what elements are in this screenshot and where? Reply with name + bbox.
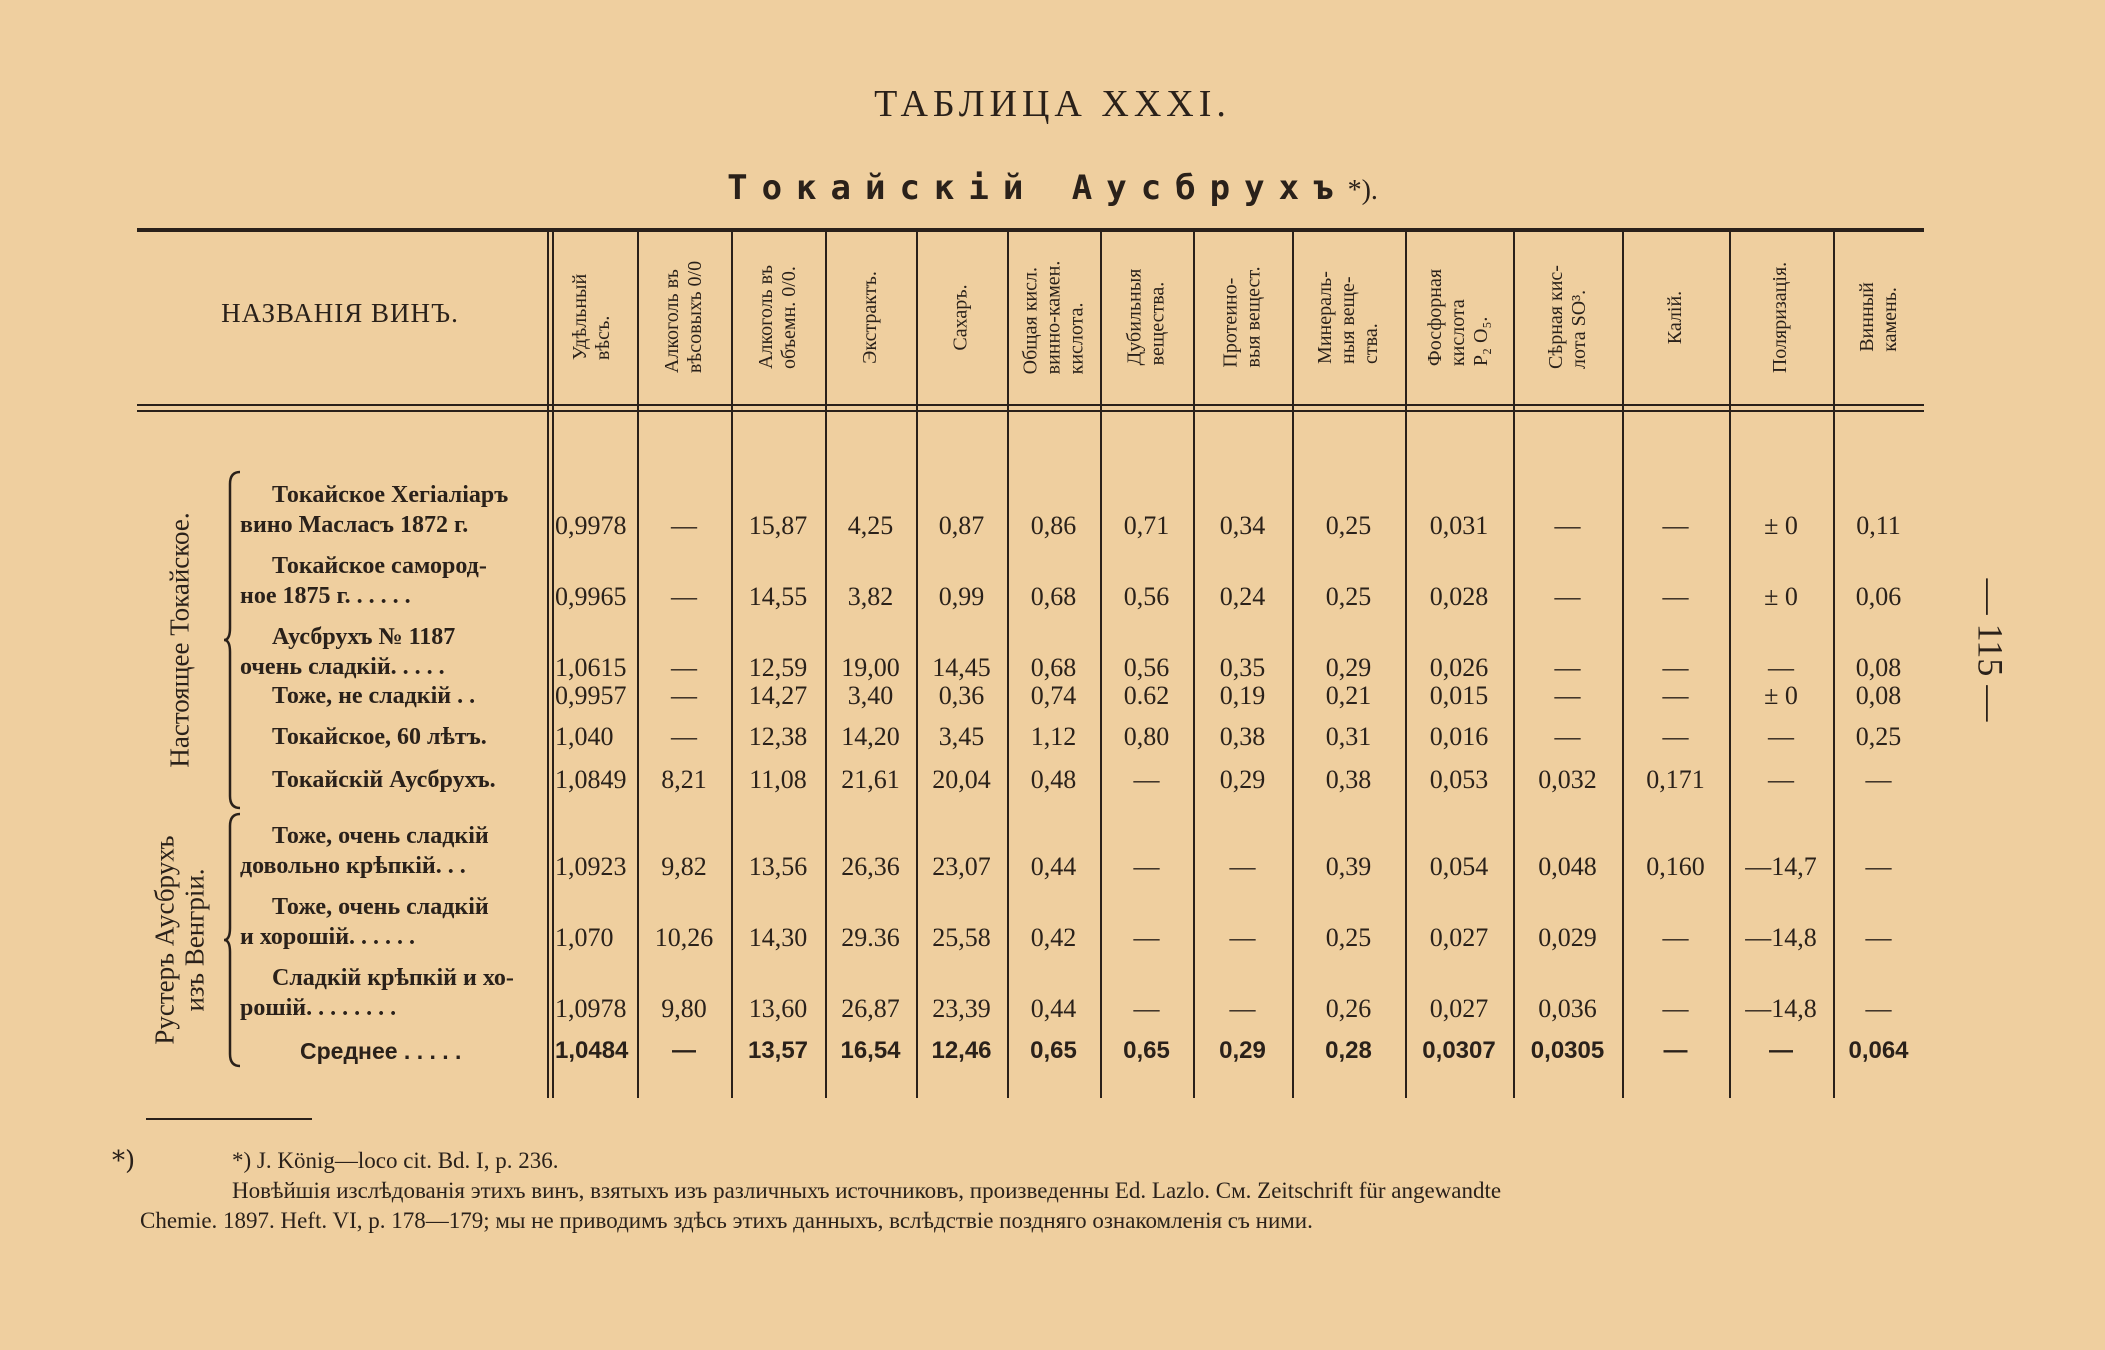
table-cell: — (1133, 765, 1160, 794)
column-header-label: Поляризацiя. (1769, 261, 1792, 373)
wine-name-line: довольно крѣпкiй. . . (240, 853, 466, 879)
table-cell: 0,74 (1030, 681, 1077, 710)
table-cell: 1,12 (1030, 722, 1077, 751)
table-cell: 8,21 (661, 765, 707, 794)
table-cell: 0,053 (1429, 765, 1489, 794)
table-cell: 1,0923 (555, 852, 627, 881)
table-cell: 0,86 (1030, 511, 1077, 540)
average-cell: — (672, 1037, 696, 1064)
wine-name-1 (240, 480, 540, 540)
table-cell: 1,070 (555, 923, 614, 952)
wine-name-9 (240, 963, 540, 1023)
table-cell: 0,71 (1123, 511, 1170, 540)
header-bottom-rule-2 (137, 410, 1924, 412)
table-cell: — (1768, 653, 1794, 682)
table-cell: 0,44 (1030, 994, 1077, 1023)
table-cell: 1,040 (555, 722, 614, 751)
column-header-label: Экстрактъ. (859, 270, 882, 364)
table-cell: — (1554, 722, 1581, 751)
column-header-kali (1622, 234, 1729, 400)
wine-name-line: Токайское Хегiалiаръ (272, 482, 509, 508)
table-cell: 29.36 (841, 923, 900, 952)
wine-name-line: Аусбрухъ № 1187 (272, 624, 456, 650)
average-cell: 0,29 (1219, 1037, 1266, 1064)
column-header-label: Протеино- выя вещест. (1219, 266, 1265, 368)
footnote-mark: *) (112, 1146, 136, 1176)
table-cell: 0,054 (1429, 852, 1489, 881)
table-cell: — (1662, 923, 1689, 952)
table-cell: 0,36 (938, 681, 985, 710)
table-cell: 0,25 (1855, 722, 1902, 751)
table-cell: 20,04 (932, 765, 991, 794)
wine-name-line: и хорошiй. . . . . . (240, 924, 416, 950)
table-cell: 0,68 (1030, 582, 1077, 611)
column-header-phosph (1405, 234, 1513, 400)
table-cell: 4,25 (847, 511, 894, 540)
table-cell: 3,45 (938, 722, 985, 751)
table-cell: — (1768, 722, 1794, 751)
table-cell: 0,08 (1855, 681, 1902, 710)
wine-name-line: Токайское, 60 лѣтъ. (272, 724, 487, 750)
table-cell: 0.62 (1123, 681, 1170, 710)
table-cell: 19,00 (841, 653, 900, 682)
table-cell: 14,55 (748, 582, 808, 611)
table-cell: — (1554, 681, 1581, 710)
footnote-rule (146, 1118, 312, 1120)
group-label-text: Настоящее Токайское. (165, 512, 196, 768)
footnote-line-2: Новѣйшiя изслѣдованiя этихъ винъ, взятыхъ изъ различныхъ источниковъ, произведенны Ed. Lazlo. См. Zeitschrift für angewandte (232, 1178, 1502, 1203)
table-cell: 21,61 (841, 765, 900, 794)
table-cell: 0,25 (1325, 582, 1372, 611)
footnote-line-3: Chemie. 1897. Heft. VI, p. 178—179; мы не приводимъ здѣсь этихъ данныхъ, вслѣдствiе поздняго ознакомленiя съ ними. (140, 1208, 1313, 1233)
average-cell: 12,46 (931, 1037, 992, 1064)
table-cell: 26,87 (841, 994, 900, 1023)
table-cell: 0,29 (1219, 765, 1266, 794)
table-cell: 0,031 (1429, 511, 1489, 540)
table-cell: 0,34 (1219, 511, 1266, 540)
table-cell: 0,26 (1325, 994, 1372, 1023)
table-cell: —14,8 (1745, 994, 1817, 1023)
table-cell: 0,032 (1538, 765, 1597, 794)
table-cell: 9,80 (661, 994, 707, 1023)
wine-name-line: Токайскiй Аусбрухъ. (272, 767, 496, 793)
column-header-sugar (916, 234, 1007, 400)
column-header-label: Минераль- ныя веще- ства. (1313, 270, 1382, 364)
table-cell: — (671, 653, 697, 682)
table-cell: 0,80 (1123, 722, 1170, 751)
table-cell: 0,9978 (555, 511, 627, 540)
table-cell: — (1554, 582, 1581, 611)
table-cell: 12,38 (748, 722, 808, 751)
column-header-extract (825, 234, 916, 400)
table-cell: 0,160 (1646, 852, 1705, 881)
column-header-label: Винный камень. (1855, 282, 1901, 352)
table-cell: 0,016 (1429, 722, 1489, 751)
table-cell: 0,56 (1123, 653, 1170, 682)
table-cell: — (671, 681, 697, 710)
table-cell: 26,36 (841, 852, 900, 881)
table-cell: 3,82 (847, 582, 894, 611)
column-header-alc_v (731, 234, 825, 400)
table-cell: — (1554, 511, 1581, 540)
table-title: ТАБЛИЦА XXXI. (874, 83, 1231, 125)
table-cell: ± 0 (1764, 681, 1798, 710)
table-cell: — (1662, 722, 1689, 751)
table-cell: — (1554, 653, 1581, 682)
average-cell: 0,0307 (1422, 1037, 1496, 1064)
footnote (140, 1146, 1930, 1236)
wine-name-line: рошiй. . . . . . . . (240, 995, 397, 1021)
column-header-label: Фосфорная кислота P₂ O₅. (1424, 268, 1493, 366)
average-cell: — (1663, 1037, 1688, 1064)
table-cell: —14,8 (1745, 923, 1817, 952)
table-cell: — (1662, 994, 1689, 1023)
column-header-polar (1729, 234, 1833, 400)
table-cell: — (1865, 765, 1892, 794)
table-cell: 12,59 (748, 653, 808, 682)
average-cell: 0,28 (1325, 1037, 1372, 1064)
table-cell: 0,56 (1123, 582, 1170, 611)
table-cell: — (1662, 582, 1689, 611)
table-cell: — (1865, 923, 1892, 952)
table-cell: 0,048 (1538, 852, 1597, 881)
table-cell: 14,45 (932, 653, 991, 682)
footnote-line-1: *) J. König—loco cit. Bd. I, p. 236. (232, 1148, 559, 1173)
table-cell: 0,08 (1855, 653, 1902, 682)
table-cell: — (671, 511, 697, 540)
table-subtitle (0, 168, 2105, 208)
table-cell: 0,21 (1325, 681, 1372, 710)
table-cell: 0,029 (1538, 923, 1597, 952)
table-cell: 0,29 (1325, 653, 1372, 682)
column-header-acid (1007, 234, 1100, 400)
average-cell: 16,54 (840, 1037, 901, 1064)
average-cell: 1,0484 (555, 1037, 629, 1064)
table-cell: — (1133, 852, 1160, 881)
table-cell: 0,24 (1219, 582, 1266, 611)
table-cell: — (1865, 994, 1892, 1023)
column-header-tartar (1833, 234, 1924, 400)
table-cell: — (1865, 852, 1892, 881)
column-header-sulf (1513, 234, 1622, 400)
average-cell: 0,0305 (1530, 1037, 1605, 1064)
table-cell: 0,171 (1646, 765, 1705, 794)
group-label-text: Рустеръ Аусбрухъ изъ Венгрiи. (150, 835, 210, 1045)
table-cell: 0,68 (1030, 653, 1077, 682)
table-cell: 0,25 (1325, 923, 1372, 952)
table-cell: 0,42 (1030, 923, 1077, 952)
wine-name-line: ное 1875 г. . . . . . (240, 583, 411, 609)
table-cell: 9,82 (661, 852, 707, 881)
subtitle-footnote-mark: *). (1347, 175, 1378, 206)
table-cell: — (1662, 511, 1689, 540)
average-cell: — (1769, 1037, 1793, 1064)
wine-name-line: Сладкiй крѣпкiй и хо- (272, 965, 514, 991)
table-cell: 0,35 (1219, 653, 1266, 682)
table-cell: 1,0978 (555, 994, 627, 1023)
wine-name-6 (272, 765, 572, 795)
column-header-label: Сѣрная кис- лота SO³. (1544, 265, 1590, 369)
table-cell: 0,25 (1325, 511, 1372, 540)
table-cell: 13,60 (748, 994, 808, 1023)
table-cell: 10,26 (654, 923, 714, 952)
column-header-label: Удѣльный вѣсъ. (569, 273, 614, 361)
wine-name-line: Среднее . . . . . (300, 1038, 462, 1064)
table-cell: 0,026 (1429, 653, 1489, 682)
wine-name-5 (272, 722, 572, 752)
table-cell: 0,19 (1219, 681, 1266, 710)
table-cell: 14,27 (748, 681, 808, 710)
header-bottom-rule (137, 404, 1924, 406)
table-cell: — (1133, 994, 1160, 1023)
table-cell: 0,31 (1325, 722, 1372, 751)
table-cell: 14,20 (841, 722, 900, 751)
table-cell: — (1229, 852, 1256, 881)
table-cell: —14,7 (1745, 852, 1817, 881)
page-number: — 115 — (1970, 578, 2011, 722)
group-brace (222, 812, 244, 1068)
average-cell: 0,064 (1848, 1037, 1909, 1064)
table-cell: 0,9965 (555, 582, 627, 611)
table-cell: 1,0849 (555, 765, 627, 794)
average-cell: 0,65 (1030, 1037, 1077, 1064)
column-header-label: Калiй. (1664, 290, 1686, 344)
table-cell: 0,9957 (555, 681, 627, 710)
table-cell: 0,11 (1856, 511, 1901, 540)
table-cell: — (1662, 681, 1689, 710)
table-cell: 0,39 (1325, 852, 1372, 881)
table-cell: — (1133, 923, 1160, 952)
table-cell: 0,87 (938, 511, 985, 540)
group-label-2 (140, 812, 220, 1068)
table-cell: — (1229, 994, 1256, 1023)
table-cell: 0,027 (1429, 923, 1489, 952)
table-cell: 0,028 (1429, 582, 1489, 611)
table-cell: 14,30 (748, 923, 808, 952)
table-cell: ± 0 (1764, 511, 1798, 540)
table-cell: 23,07 (932, 852, 991, 881)
wine-name-8 (240, 892, 540, 952)
table-cell: 0,38 (1219, 722, 1266, 751)
table-cell: 0,06 (1855, 582, 1902, 611)
table-top-rule (137, 228, 1924, 232)
wine-name-line: Токайское самород- (272, 553, 487, 579)
column-header-tannin (1100, 234, 1193, 400)
group-brace (222, 470, 244, 810)
table-cell: 15,87 (748, 511, 808, 540)
table-cell: — (671, 582, 697, 611)
wine-name-3 (240, 622, 540, 682)
column-header-label: Дубильныя вещества. (1123, 268, 1169, 366)
column-header-label: Сахаръ. (949, 283, 972, 351)
wine-name-line: Тоже, очень сладкiй (272, 894, 489, 920)
table-cell: 23,39 (932, 994, 991, 1023)
table-cell: 0,99 (938, 582, 985, 611)
column-header-alc_w (637, 234, 731, 400)
table-cell: 11,08 (749, 765, 807, 794)
column-header-protein (1193, 234, 1292, 400)
table-cell: ± 0 (1764, 582, 1798, 611)
table-cell: 0,44 (1030, 852, 1077, 881)
table-cell: — (671, 722, 697, 751)
table-cell: 25,58 (932, 923, 991, 952)
table-cell: 0,015 (1429, 681, 1489, 710)
column-header-label: Общая кисл. винно-камен. кислота. (1019, 260, 1087, 374)
average-cell: 0,65 (1123, 1037, 1170, 1064)
table-cell: 1,0615 (555, 653, 627, 682)
table-cell: 0,036 (1538, 994, 1597, 1023)
table-cell: 0,48 (1030, 765, 1077, 794)
table-cell: — (1768, 765, 1794, 794)
column-header-label: Алкоголь въ объемн. 0/0. (755, 265, 800, 369)
wine-name-7 (240, 821, 540, 881)
column-header-sg (547, 234, 637, 400)
wine-name-line: Тоже, очень сладкiй (272, 823, 489, 849)
wine-name-line: вино Масласъ 1872 г. (240, 512, 469, 538)
wine-name-line: очень сладкiй. . . . . (240, 654, 445, 680)
column-header-mineral (1292, 234, 1405, 400)
table-cell: 13,56 (748, 852, 808, 881)
table-cell: — (1662, 653, 1689, 682)
subtitle-text: Токайскiй Аусбрухъ (727, 168, 1348, 208)
names-column-header: НАЗВАНIЯ ВИНЪ. (221, 298, 459, 328)
table-cell: 3,40 (847, 681, 894, 710)
group-label-1 (150, 470, 210, 810)
column-header-label: Алкоголь въ вѣсовыхъ 0/0 (661, 260, 707, 374)
table-cell: — (1229, 923, 1256, 952)
wine-name-line: Тоже, не сладкiй . . (272, 683, 476, 709)
wine-name-4 (272, 681, 572, 711)
table-cell: 0,027 (1429, 994, 1489, 1023)
average-cell: 13,57 (747, 1037, 809, 1064)
table-cell: 0,38 (1325, 765, 1372, 794)
wine-name-2 (240, 551, 540, 611)
